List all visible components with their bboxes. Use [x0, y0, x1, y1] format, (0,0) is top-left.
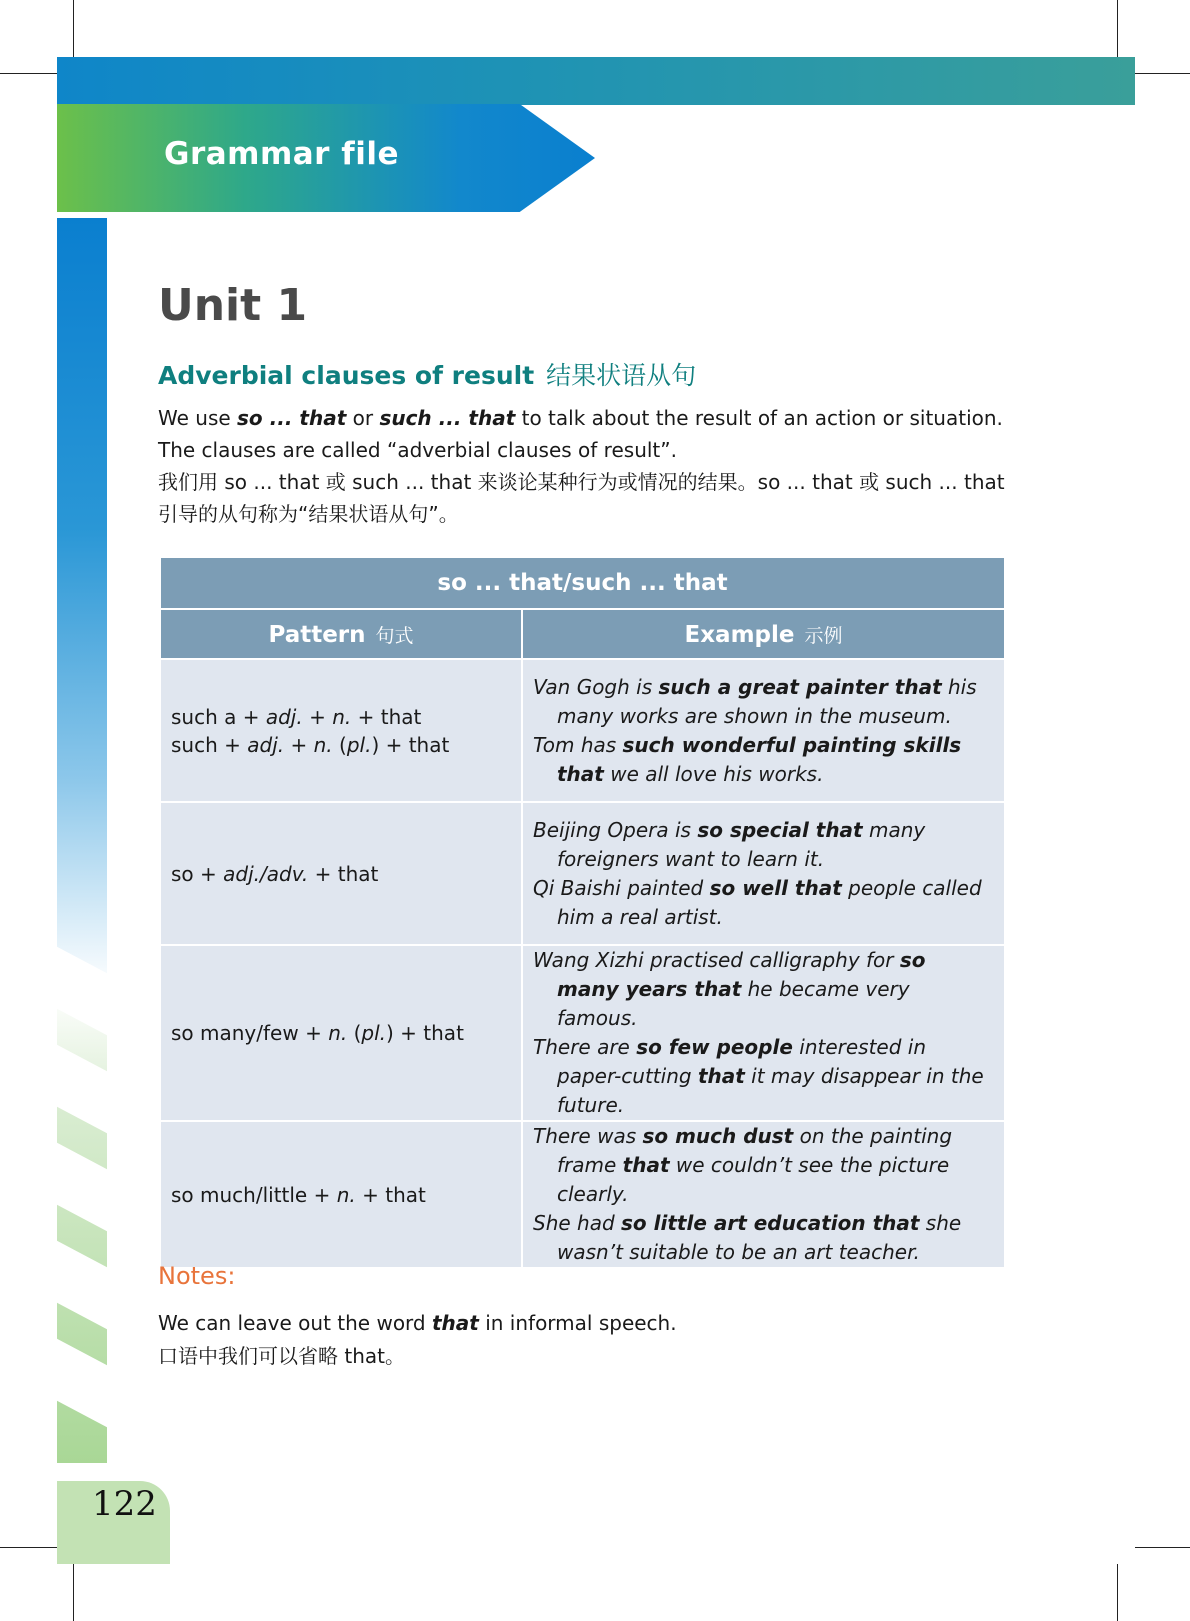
- column-header-example: [522, 609, 1005, 659]
- unit-title: Unit 1: [158, 280, 308, 331]
- intro-keyword: so ... that: [237, 406, 347, 430]
- column-header-cn: 示例: [804, 624, 843, 647]
- section-title-en: Adverbial clauses of result: [158, 361, 535, 390]
- example-sentence: Tom has such wonderful painting skills that we all love his works.: [533, 732, 962, 786]
- table-title: so ... that/such ... that: [160, 557, 1005, 609]
- pattern-line: so many/few + n. (pl.) + that: [171, 1021, 464, 1045]
- pattern-line: such a + adj. + n. + that: [171, 704, 422, 729]
- example-sentence: She had so little art education that she wasn’t suitable to be an art teacher.: [533, 1211, 962, 1264]
- column-header-label: Pattern: [268, 621, 366, 648]
- crop-mark: [73, 0, 74, 57]
- section-title: [158, 356, 696, 392]
- notes-text-part: in informal speech.: [478, 1311, 677, 1335]
- pattern-line: so much/little + n. + that: [171, 1182, 426, 1207]
- notes-text-part: We can leave out the word: [158, 1311, 432, 1335]
- notes-title: Notes:: [158, 1262, 236, 1290]
- header-band: [57, 57, 1135, 105]
- intro-paragraph-cn: 我们用 so ... that 或 such ... that 来谈论某种行为或情况的结果。so ... that 或 such ... that 引导的从句称为“结果状语从句”。: [158, 470, 1005, 526]
- example-cell: [522, 945, 1005, 1121]
- example-cell: [522, 659, 1005, 802]
- intro-keyword: such ... that: [379, 406, 516, 430]
- example-sentence: Qi Baishi painted so well that people called him a real artist.: [533, 875, 982, 929]
- example-cell: [522, 1121, 1005, 1268]
- table-row: [160, 1121, 1005, 1268]
- example-cell: [522, 802, 1005, 945]
- intro-paragraph: [158, 402, 1018, 466]
- crop-mark: [73, 1564, 74, 1621]
- crop-mark: [1135, 73, 1190, 74]
- column-header-cn: 句式: [375, 624, 414, 647]
- intro-text: or: [346, 406, 380, 430]
- example-sentence: There was so much dust on the painting frame that we couldn’t see the picture clearly.: [533, 1124, 953, 1206]
- crop-mark: [1135, 1547, 1190, 1548]
- example-sentence: Wang Xizhi practised calligraphy for so many years that he became very famous.: [533, 948, 926, 1030]
- example-sentence: Beijing Opera is so special that many foreigners want to learn it.: [533, 817, 926, 871]
- crop-mark: [1117, 0, 1118, 57]
- pattern-cell: [160, 1121, 522, 1268]
- pattern-line: such + adj. + n. (pl.) + that: [171, 732, 450, 757]
- table-row: [160, 945, 1005, 1121]
- example-sentence: Van Gogh is such a great painter that his many works are shown in the museum.: [533, 674, 977, 728]
- example-sentence: There are so few people interested in paper-cutting that it may disappear in the future.: [533, 1035, 984, 1117]
- notes-keyword: that: [431, 1311, 479, 1335]
- header-title: Grammar file: [164, 136, 400, 172]
- column-header-label: Example: [684, 621, 795, 648]
- crop-mark: [1117, 1564, 1118, 1621]
- pattern-cell: [160, 802, 522, 945]
- crop-mark: [0, 73, 57, 74]
- pattern-line: so + adj./adv. + that: [171, 861, 379, 886]
- page-number: 122: [92, 1484, 157, 1524]
- section-title-cn: 结果状语从句: [546, 361, 697, 390]
- grammar-table: [159, 556, 1006, 1269]
- pattern-cell: [160, 945, 522, 1121]
- column-header-pattern: [160, 609, 522, 659]
- notes-text-cn: 口语中我们可以省略 that。: [158, 1344, 405, 1368]
- pattern-cell: [160, 659, 522, 802]
- table-row: [160, 802, 1005, 945]
- intro-text: We use: [158, 406, 238, 430]
- notes-text: [158, 1307, 1018, 1339]
- table-row: [160, 659, 1005, 802]
- intro-text: to talk about the result of an action or situation. The clauses are called “adverbial clauses of result”.: [158, 406, 1003, 462]
- crop-mark: [0, 1547, 57, 1548]
